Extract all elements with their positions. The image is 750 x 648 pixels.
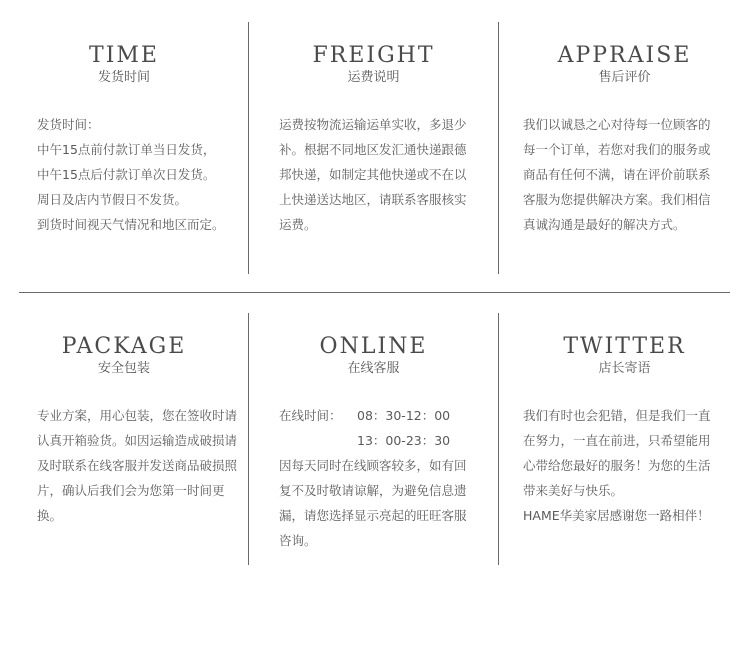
section-title-cn: 安全包装 <box>97 361 150 376</box>
online-hours-label: 在线时间： <box>279 408 342 423</box>
section-title-en: TIME <box>89 43 159 68</box>
section-title-en: ONLINE <box>319 334 428 359</box>
body-text: 因每天同时在线顾客较多，如有回复不及时敬请谅解，为避免信息遗漏，请您选择显示亮起的旺旺客服咨询。 <box>279 458 467 548</box>
online-hours-line <box>279 403 471 428</box>
section-title-cn: 运费说明 <box>347 70 400 85</box>
section-package <box>0 313 248 565</box>
section-time <box>0 22 248 274</box>
section-title-cn: 售后评价 <box>598 70 651 85</box>
section-title-en: TWITTER <box>563 334 686 359</box>
body-text: 运费按物流运输运单实收，多退少补。根据不同地区发汇通快递跟德邦快递，如制定其他快递或不在以上快递送达地区，请联系客服核实运费。 <box>279 117 467 232</box>
section-title-cn: 店长寄语 <box>598 361 651 376</box>
section-title-cn: 发货时间 <box>97 70 150 85</box>
body-line: 发货时间： <box>37 117 100 132</box>
section-body <box>37 403 237 528</box>
section-appraise <box>499 22 750 274</box>
body-text: 我们以诚恳之心对待每一位顾客的每一个订单，若您对我们的服务或商品有任何不满，请在评价前联系客服为您提供解决方案。我们相信真诚沟通是最好的解决方式。 <box>523 117 711 232</box>
section-twitter <box>499 313 750 565</box>
online-hours-afternoon: 13：00-23：30 <box>357 433 451 448</box>
body-text: 我们有时也会犯错，但是我们一直在努力，一直在前进，只希望能用心带给您最好的服务！为您的生活带来美好与快乐。 <box>523 408 711 498</box>
body-line: 中午15点前付款订单当日发货， <box>37 142 216 157</box>
section-title-en: PACKAGE <box>61 334 187 359</box>
section-body <box>279 403 471 553</box>
section-body <box>279 112 471 237</box>
section-body <box>523 403 715 528</box>
online-hours-morning: 08：30-12：00 <box>357 408 451 423</box>
section-freight <box>249 22 498 274</box>
online-hours-line <box>279 428 471 453</box>
bottom-row <box>0 313 750 567</box>
section-title-en: APPRAISE <box>557 43 692 68</box>
body-closing: HAME华美家居感谢您一路相伴！ <box>523 508 710 523</box>
top-row <box>0 22 750 276</box>
section-title-cn: 在线客服 <box>347 361 400 376</box>
body-line: 周日及店内节假日不发货。 <box>37 192 188 207</box>
section-body <box>523 112 715 237</box>
section-online <box>249 313 498 565</box>
section-title-en: FREIGHT <box>312 43 435 68</box>
body-line: 到货时间视天气情况和地区而定。 <box>37 217 225 232</box>
section-body <box>37 112 237 237</box>
body-line: 中午15点后付款订单次日发货。 <box>37 167 216 182</box>
body-text: 专业方案，用心包装，您在签收时请认真开箱验货。如因运输造成破损请及时联系在线客服并发送商品破损照片，确认后我们会为您第一时间更换。 <box>37 408 238 523</box>
row-divider <box>19 292 730 293</box>
